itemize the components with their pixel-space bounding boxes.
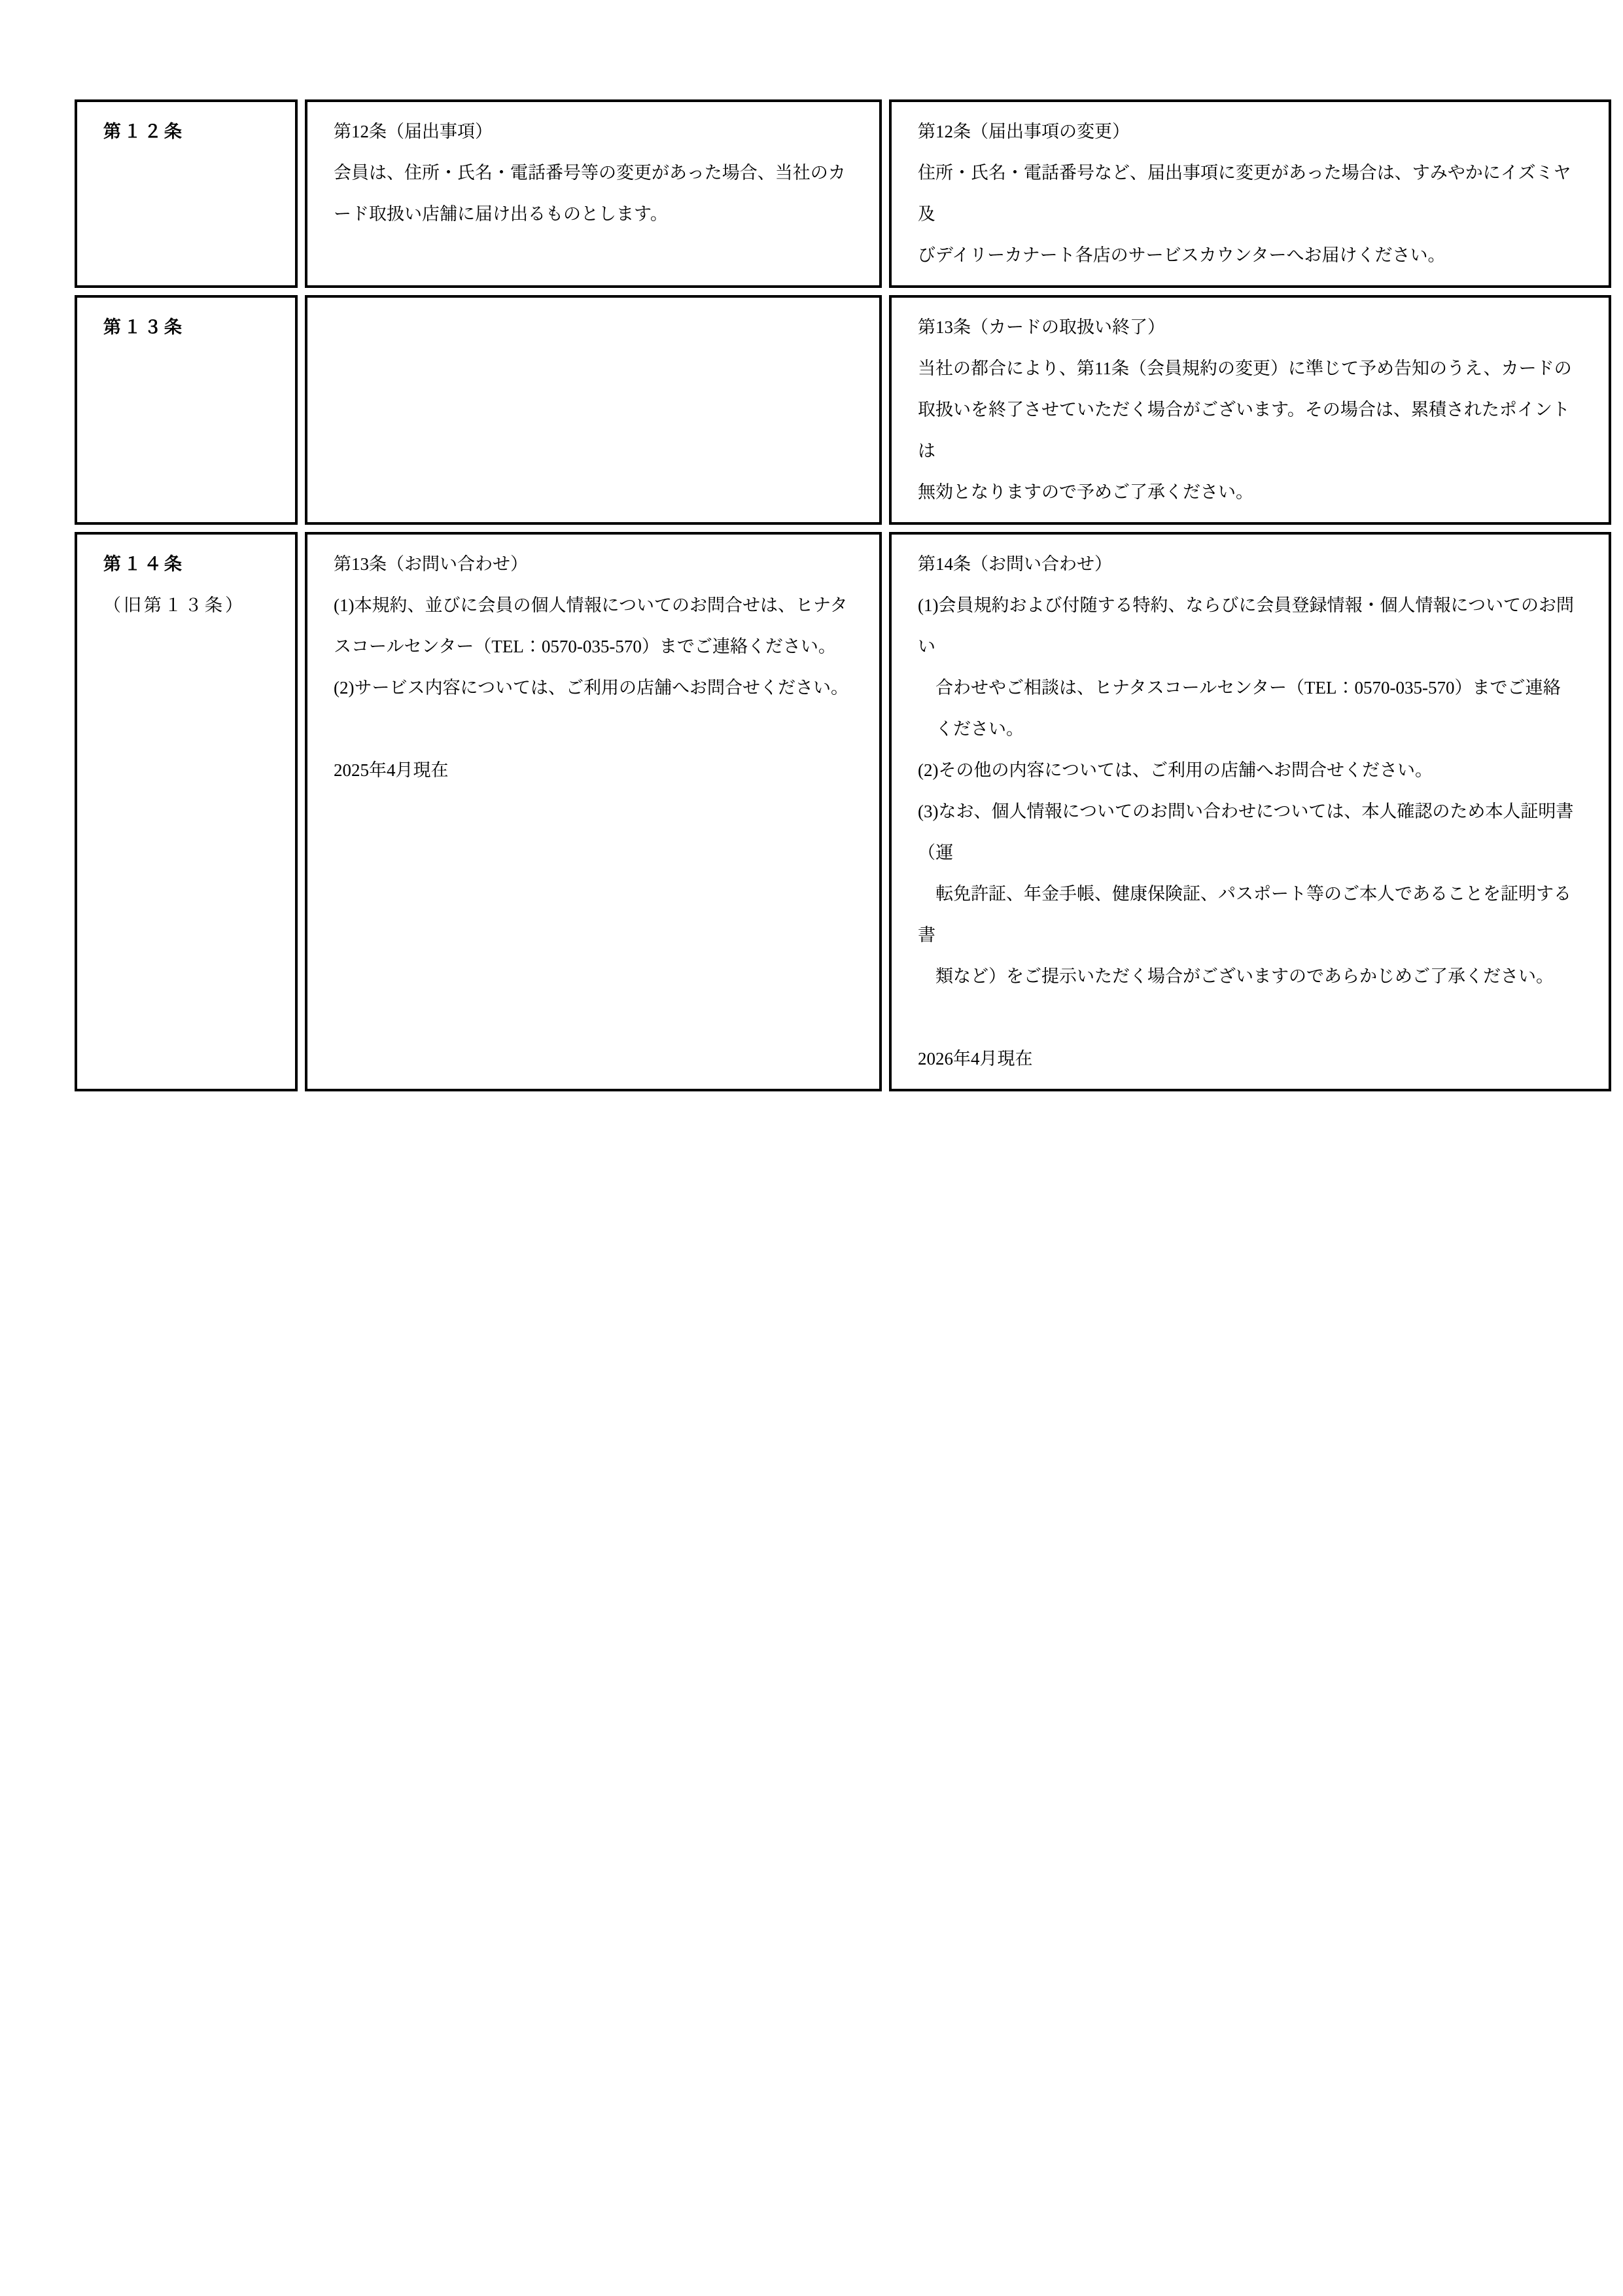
text-line [334,709,857,750]
text-line: 合わせやご相談は、ヒナタスコールセンター（TEL：0570-035-570）までご連絡 [918,678,1561,698]
text-line: 2025年4月現在 [334,760,449,780]
text-line: ください。 [918,719,1024,739]
text-line: ード取扱い店舗に届け出るものとします。 [334,204,668,224]
old-terms-cell [305,532,882,1091]
article-number-cell [75,99,298,288]
terms-comparison-table [67,92,1618,1099]
text-line: 類など）をご提示いただく場合がございますのであらかじめご了承ください。 [918,966,1554,986]
new-terms-cell [889,532,1611,1091]
text-line: 住所・氏名・電話番号など、届出事項に変更があった場合は、すみやかにイズミヤ及 [918,163,1571,224]
text-line: (2)サービス内容については、ご利用の店舗へお問合せください。 [334,678,848,698]
old-terms-cell [305,99,882,288]
text-line: スコールセンター（TEL：0570-035-570）までご連絡ください。 [334,637,836,656]
table-row-article-14 [75,532,1611,1091]
text-line: (1)会員規約および付随する特約、ならびに会員登録情報・個人情報についてのお問い [918,595,1574,656]
text-line: 取扱いを終了させていただく場合がございます。その場合は、累積されたポイントは [918,400,1570,461]
text-line: 第１２条 [103,122,184,141]
table-row-article-13 [75,295,1611,525]
new-terms-cell [889,99,1611,288]
text-line: 会員は、住所・氏名・電話番号等の変更があった場合、当社のカ [334,163,846,183]
text-line: 第１３条 [103,317,184,337]
text-line: （旧第１３条） [103,595,245,615]
article-number-cell [75,295,298,525]
text-line [918,997,1586,1038]
article-number-cell [75,532,298,1091]
text-line: (1)本規約、並びに会員の個人情報についてのお問合せは、ヒナタ [334,595,848,615]
table-row-article-12 [75,99,1611,288]
text-line: 当社の都合により、第11条（会員規約の変更）に準じて予め告知のうえ、カードの [918,359,1572,378]
text-line: 第12条（届出事項の変更） [918,122,1130,141]
text-line: 第14条（お問い合わせ） [918,554,1112,574]
text-line: 無効となりますので予めご了承ください。 [918,482,1253,502]
text-line: びデイリーカナート各店のサービスカウンターへお届けください。 [918,245,1446,265]
text-line: (2)その他の内容については、ご利用の店舗へお問合せください。 [918,760,1433,780]
text-line: 第13条（お問い合わせ） [334,554,528,574]
text-line: 第13条（カードの取扱い終了） [918,317,1165,337]
text-line: 第１４条 [103,554,184,574]
text-line: 第12条（届出事項） [334,122,493,141]
text-line: (3)なお、個人情報についてのお問い合わせについては、本人確認のため本人証明書（運 [918,802,1574,862]
new-terms-cell [889,295,1611,525]
table-body [75,99,1611,1091]
text-line: 2026年4月現在 [918,1049,1033,1069]
old-terms-cell-empty [305,295,882,525]
text-line: 転免許証、年金手帳、健康保険証、パスポート等のご本人であることを証明する書 [918,884,1571,945]
